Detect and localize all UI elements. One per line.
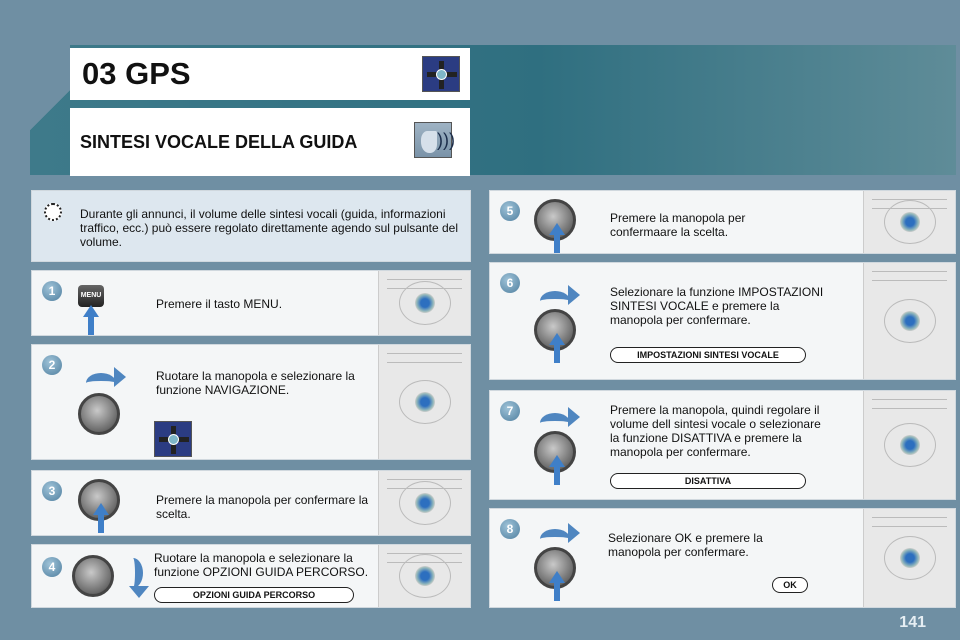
step-8-number: 8 bbox=[500, 519, 520, 539]
rotate-arrow-icon bbox=[540, 291, 570, 311]
step-8-text: Selezionare OK e premere la manopola per confermare. bbox=[608, 531, 763, 559]
step-2-text: Ruotare la manopola e selezionare la funzione NAVIGAZIONE. bbox=[156, 369, 355, 397]
control-panel-thumbnail bbox=[378, 545, 470, 607]
control-panel-thumbnail bbox=[863, 191, 955, 253]
step-6-panel bbox=[489, 262, 956, 380]
info-panel bbox=[31, 190, 471, 262]
voice-synthesis-icon: ))) bbox=[414, 122, 452, 158]
step-4-number: 4 bbox=[42, 557, 62, 577]
option-pill-impostazioni-sintesi-vocale: IMPOSTAZIONI SINTESI VOCALE bbox=[610, 347, 806, 363]
section-header bbox=[70, 108, 470, 176]
step-4-panel bbox=[31, 544, 471, 608]
control-panel-thumbnail bbox=[378, 345, 470, 459]
step-8-panel bbox=[489, 508, 956, 608]
rotate-arrow-icon bbox=[540, 529, 570, 549]
step-3-number: 3 bbox=[42, 481, 62, 501]
step-7-number: 7 bbox=[500, 401, 520, 421]
step-7-panel bbox=[489, 390, 956, 500]
step-4-text: Ruotare la manopola e selezionare la funzione OPZIONI GUIDA PERCORSO. bbox=[154, 551, 369, 579]
chapter-title: 03 GPS bbox=[82, 56, 191, 91]
option-pill-disattiva: DISATTIVA bbox=[610, 473, 806, 489]
rotate-arrow-icon bbox=[540, 413, 570, 433]
step-6-number: 6 bbox=[500, 273, 520, 293]
option-pill-opzioni-guida-percorso: OPZIONI GUIDA PERCORSO bbox=[154, 587, 354, 603]
step-2-number: 2 bbox=[42, 355, 62, 375]
info-lightbulb-icon bbox=[44, 203, 62, 221]
menu-key-icon: MENU bbox=[78, 285, 104, 307]
step-6-text: Selezionare la funzione IMPOSTAZIONI SINTESI VOCALE e premere la manopola per confermare. bbox=[610, 285, 824, 327]
control-panel-thumbnail bbox=[863, 263, 955, 379]
step-1-text: Premere il tasto MENU. bbox=[156, 297, 283, 311]
step-3-text: Premere la manopola per confermare la scelta. bbox=[156, 493, 369, 521]
control-panel-thumbnail bbox=[863, 391, 955, 499]
step-5-number: 5 bbox=[500, 201, 520, 221]
rotate-arrow-icon bbox=[123, 558, 143, 588]
dial-icon bbox=[72, 555, 114, 597]
step-1-panel bbox=[31, 270, 471, 336]
control-panel-thumbnail bbox=[378, 471, 470, 535]
page-number: 141 bbox=[899, 614, 926, 631]
option-pill-ok: OK bbox=[772, 577, 808, 593]
control-panel-thumbnail bbox=[378, 271, 470, 335]
step-7-text: Premere la manopola, quindi regolare il volume dell sintesi vocale o selezionare la funzione DISATTIVA e premere la manopola per confermare. bbox=[610, 403, 821, 459]
step-5-panel bbox=[489, 190, 956, 254]
step-1-number: 1 bbox=[42, 281, 62, 301]
navigation-icon bbox=[154, 421, 192, 457]
step-3-panel bbox=[31, 470, 471, 536]
chapter-header bbox=[70, 48, 470, 100]
gps-cross-icon bbox=[422, 56, 460, 92]
step-2-panel bbox=[31, 344, 471, 460]
info-text: Durante gli annunci, il volume delle sintesi vocali (guida, informazioni traffico, ecc.) può essere regolato direttamente agendo sul pulsante del volume. bbox=[80, 207, 459, 249]
rotate-arrow-icon bbox=[86, 373, 116, 393]
step-5-text: Premere la manopola per confermaare la scelta. bbox=[610, 211, 746, 239]
control-panel-thumbnail bbox=[863, 509, 955, 607]
section-title: SINTESI VOCALE DELLA GUIDA bbox=[80, 132, 358, 152]
dial-icon bbox=[78, 393, 120, 435]
